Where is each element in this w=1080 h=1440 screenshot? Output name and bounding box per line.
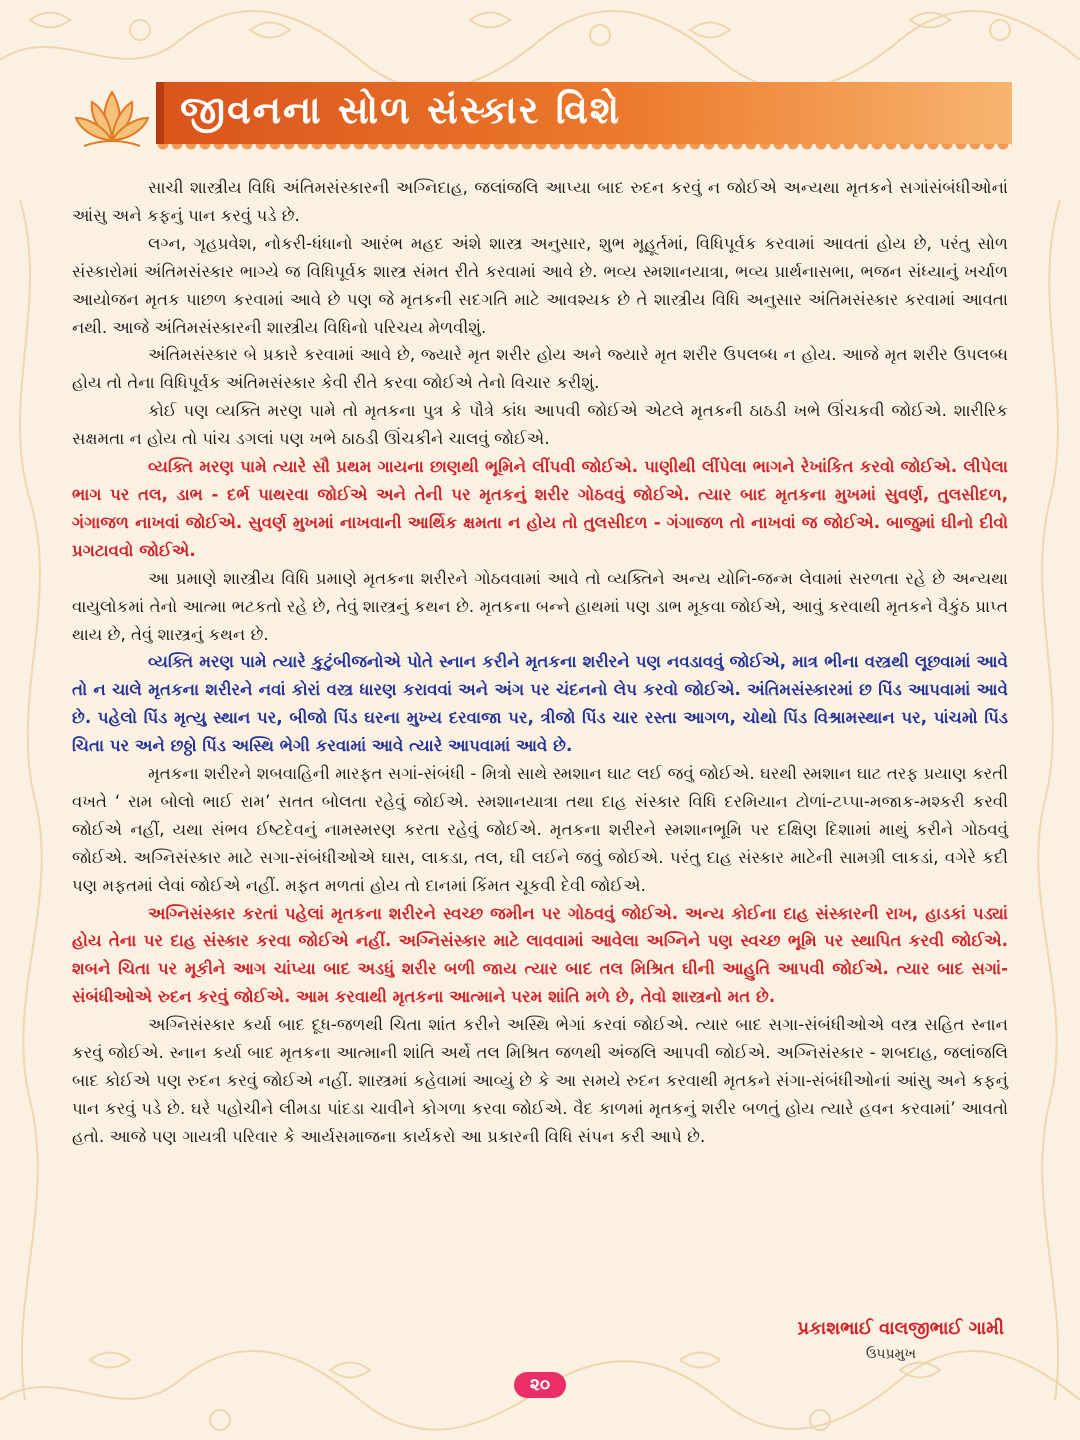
title-band <box>156 82 1012 144</box>
lotus-icon <box>70 86 154 152</box>
author-name: પ્રકાશભાઈ વાલજીભાઈ ગામી <box>797 1318 1004 1339</box>
page-title: જીવનના સોળ સંસ્કાર વિશે <box>180 88 622 132</box>
paragraph: લગ્ન, ગૃહપ્રવેશ, નોકરી-ધંધાનો આરંભ મહદ અંશે શાસ્ત્ર અનુસાર, શુભ મૂહૂર્તમાં, વિધિપૂર્વક કરવામાં આવતાં હોય છે, પરંતુ સોળ સંસ્કારોમાં અંતિમસંસ્કાર ભાગ્યે જ વિધિપૂર્વક શાસ્ત્ર સંમત રીતે કરવામાં આવે છે. ભવ્ય સ્મશાનયાત્રા, ભવ્ય પ્રાર્થનાસભા, ભજન સંધ્યાનું ખર્ચાળ આયોજન મૃતક પાછળ કરવામાં આવે છે પણ જે મૃતકની સદગતિ માટે આવશ્યક છે તે શાસ્ત્રીય વિધિ અનુસાર અંતિમસંસ્કાર કરવામાં આવતા નથી. આજે અંતિમસંસ્કારની શાસ્ત્રીય વિધિનો પરિચય મેળવીશું. <box>72 233 1008 337</box>
paragraph: મૃતકના શરીરને શબવાહિની મારફત સગાં-સંબંધી - મિત્રો સાથે સ્મશાન ઘાટ લઈ જવું જોઈએ. ઘરથી સ્મશાન ઘાટ તરફ પ્રયાણ કરતી વખતે ‘ રામ બોલો ભાઈ રામ’ સતત બોલતા રહેવું જોઈએ. સ્મશાનયાત્રા તથા દાહ સંસ્કાર વિધિ દરમિયાન ટોળાં-ટપ્પા-મજાક-મશ્કરી કરવી જોઈએ નહીં, યથા સંભવ ઈષ્ટદેવનું નામસ્મરણ કરતા રહેવું જોઈએ. મૃતકના શરીરને સ્મશાનભૂમિ પર દક્ષિણ દિશામાં માથું કરીને ગોઠવવું જોઈએ. અગ્નિસંસ્કાર માટે સગા-સંબંધીઓએ ઘાસ, લાકડા, તલ, ઘી લઈને જવું જોઈએ. પરંતુ દાહ સંસ્કાર માટેની સામગ્રી લાકડાં, વગેરે કદી પણ મફતમાં લેવાં જોઈએ નહીં. મફત મળતાં હોય તો દાનમાં કિંમત ચૂકવી દેવી જોઈએ. <box>72 764 1008 895</box>
title-fringe <box>156 144 1012 158</box>
paragraph: આ પ્રમાણે શાસ્ત્રીય વિધિ પ્રમાણે મૃતકના શરીરને ગોઠવવામાં આવે તો વ્યક્તિને અન્ય યોનિ-જન્મ લેવામાં સરળતા રહે છે અન્યથા વાયુલોકમાં તેનો આત્મા ભટકતો રહે છે, તેવું શાસ્ત્રનું કથન છે. મૃતકના બન્ને હાથમાં પણ ડાભ મૂકવા જોઈએ, આવું કરવાથી મૃતકને વૈકુંઠ પ્રાપ્ત થાય છે, તેવું શાસ્ત્રનું કથન છે. <box>72 568 1008 644</box>
highlighted-paragraph-red: અગ્નિસંસ્કાર કરતાં પહેલાં મૃતકના શરીરને સ્વચ્છ જમીન પર ગોઠવવું જોઈએ. અન્ય કોઈના દાહ સંસ્કારની રાખ, હાડકાં પડ્યાં હોય તેના પર દાહ સંસ્કાર કરવા જોઈએ નહીં. અગ્નિસંસ્કાર માટે લાવવામાં આવેલા અગ્નિને પણ સ્વચ્છ ભૂમિ પર સ્થાપિત કરવી જોઈએ. શબને ચિતા પર મૂકીને આગ ચાંપ્યા બાદ અડધું શરીર બળી જાય ત્યાર બાદ તલ મિશ્રિત ઘીની આહુતિ આપવી જોઈએ. ત્યાર બાદ સગાં-સંબંધીઓએ રુદન કરવું જોઈએ. આમ કરવાથી મૃતકના આત્માને પરમ શાંતિ મળે છે, તેવો શાસ્ત્રનો મત છે. <box>72 903 1008 1007</box>
paragraph: સાચી શાસ્ત્રીય વિધિ અંતિમસંસ્કારની અગ્નિદાહ, જલાંજલિ આપ્યા બાદ રુદન કરવું ન જોઈએ અન્યથા મૃતકને સગાંસંબંધીઓનાં આંસુ અને કફનું પાન કરવું પડે છે. <box>72 178 1008 225</box>
paragraph: કોઈ પણ વ્યક્તિ મરણ પામે તો મૃતકના પુત્ર કે પૌત્રે કાંધ આપવી જોઈએ એટલે મૃતકની ઠાઠડી ખભે ઊંચકવી જોઈએ. શારીરિક સક્ષમતા ન હોય તો પાંચ ડગલાં પણ ખભે ઠાઠડી ઊંચકીને ચાલવું જોઈએ. <box>72 401 1008 449</box>
article-header <box>70 82 1010 160</box>
author-role: ઉપપ્રમુખ <box>865 1346 916 1362</box>
paragraph: અંતિમસંસ્કાર બે પ્રકારે કરવામાં આવે છે, જ્યારે મૃત શરીર હોય અને જ્યારે મૃત શરીર ઉપલબ્ધ ન હોય. આજે મૃત શરીર ઉપલબ્ધ હોય તો તેના વિધિપૂર્વક અંતિમસંસ્કાર કેવી રીતે કરવા જોઈએ તેનો વિચાર કરીશું. <box>72 345 1008 393</box>
highlighted-paragraph-blue: વ્યક્તિ મરણ પામે ત્યારે કુટુંબીજનોએ પોતે સ્નાન કરીને મૃતકના શરીરને પણ નવડાવવું જોઈએ, માત્ર ભીના વસ્ત્રથી લૂછવામાં આવે તો ન ચાલે મૃતકના શરીરને નવાં કોરાં વસ્ત્ર ધારણ કરાવવાં અને અંગ પર ચંદનનો લેપ કરવો જોઈએ. અંતિમસંસ્કારમાં છ પિંડ આપવામાં આવે છે. પહેલો પિંડ મૃત્યુ સ્થાન પર, બીજો પિંડ ઘરના મુખ્ય દરવાજા પર, ત્રીજો પિંડ ચાર રસ્તા આગળ, ચોથો પિંડ વિશ્રામસ્થાન પર, પાંચમો પિંડ ચિતા પર અને છઠ્ઠો પિંડ અસ્થિ ભેગી કરવામાં આવે ત્યારે આપવામાં આવે છે. <box>72 652 1008 756</box>
page-number-badge: ૨૦ <box>514 1372 566 1398</box>
paragraph: અગ્નિસંસ્કાર કર્યા બાદ દૂધ-જળથી ચિતા શાંત કરીને અસ્થિ ભેગાં કરવાં જોઈએ. ત્યાર બાદ સગા-સંબંધીઓએ વસ્ત્ર સહિત સ્નાન કરવું જોઈએ. સ્નાન કર્યા બાદ મૃતકના આત્માની શાંતિ અર્થે તલ મિશ્રિત જળથી અંજલિ આપવી જોઈએ. અગ્નિસંસ્કાર - શબદાહ, જલાંજલિ બાદ કોઈએ પણ રુદન કરવું જોઈએ નહીં. શાસ્ત્રમાં કહેવામાં આવ્યું છે કે આ સમયે રુદન કરવાથી મૃતકને સંગા-સંબંધીઓનાં આંસુ અને કફનું પાન કરવું પડે છે. ઘરે પહોચીને લીમડા પાંદડા ચાવીને કોગળા કરવા જોઈએ. વૈદ કાળમાં મૃતકનું શરીર બળતું હોય ત્યારે હવન કરવામાં’ આવતો હતો. આજે પણ ગાયત્રી પરિવાર કે આર્યસમાજના કાર્યકરો આ પ્રકારની વિધિ સંપન કરી આપે છે. <box>72 1015 1008 1146</box>
highlighted-paragraph-red: વ્યક્તિ મરણ પામે ત્યારે સૌ પ્રથમ ગાયના છાણથી ભૂમિને લીંપવી જોઈએ. પાણીથી લીંપેલા ભાગને રેખાંકિત કરવો જોઈએ. લીપેલા ભાગ પર તલ, ડાભ - દર્ભ પાથરવા જોઈએ અને તેની પર મૃતકનું શરીર ગોઠવવું જોઈએ. ત્યાર બાદ મૃતકના મુખમાં સુવર્ણ, તુલસીદળ, ગંગાજળ નાખવાં જોઈએ. સુવર્ણ મુખમાં નાખવાની આર્થિક ક્ષમતા ન હોય તો તુલસીદળ - ગંગાજળ તો નાખવાં જ જોઈએ. બાજુમાં ઘીનો દીવો પ્રગટાવવો જોઈએ. <box>72 457 1008 560</box>
author-signature <box>797 1316 1004 1366</box>
article-body <box>72 174 1008 1151</box>
